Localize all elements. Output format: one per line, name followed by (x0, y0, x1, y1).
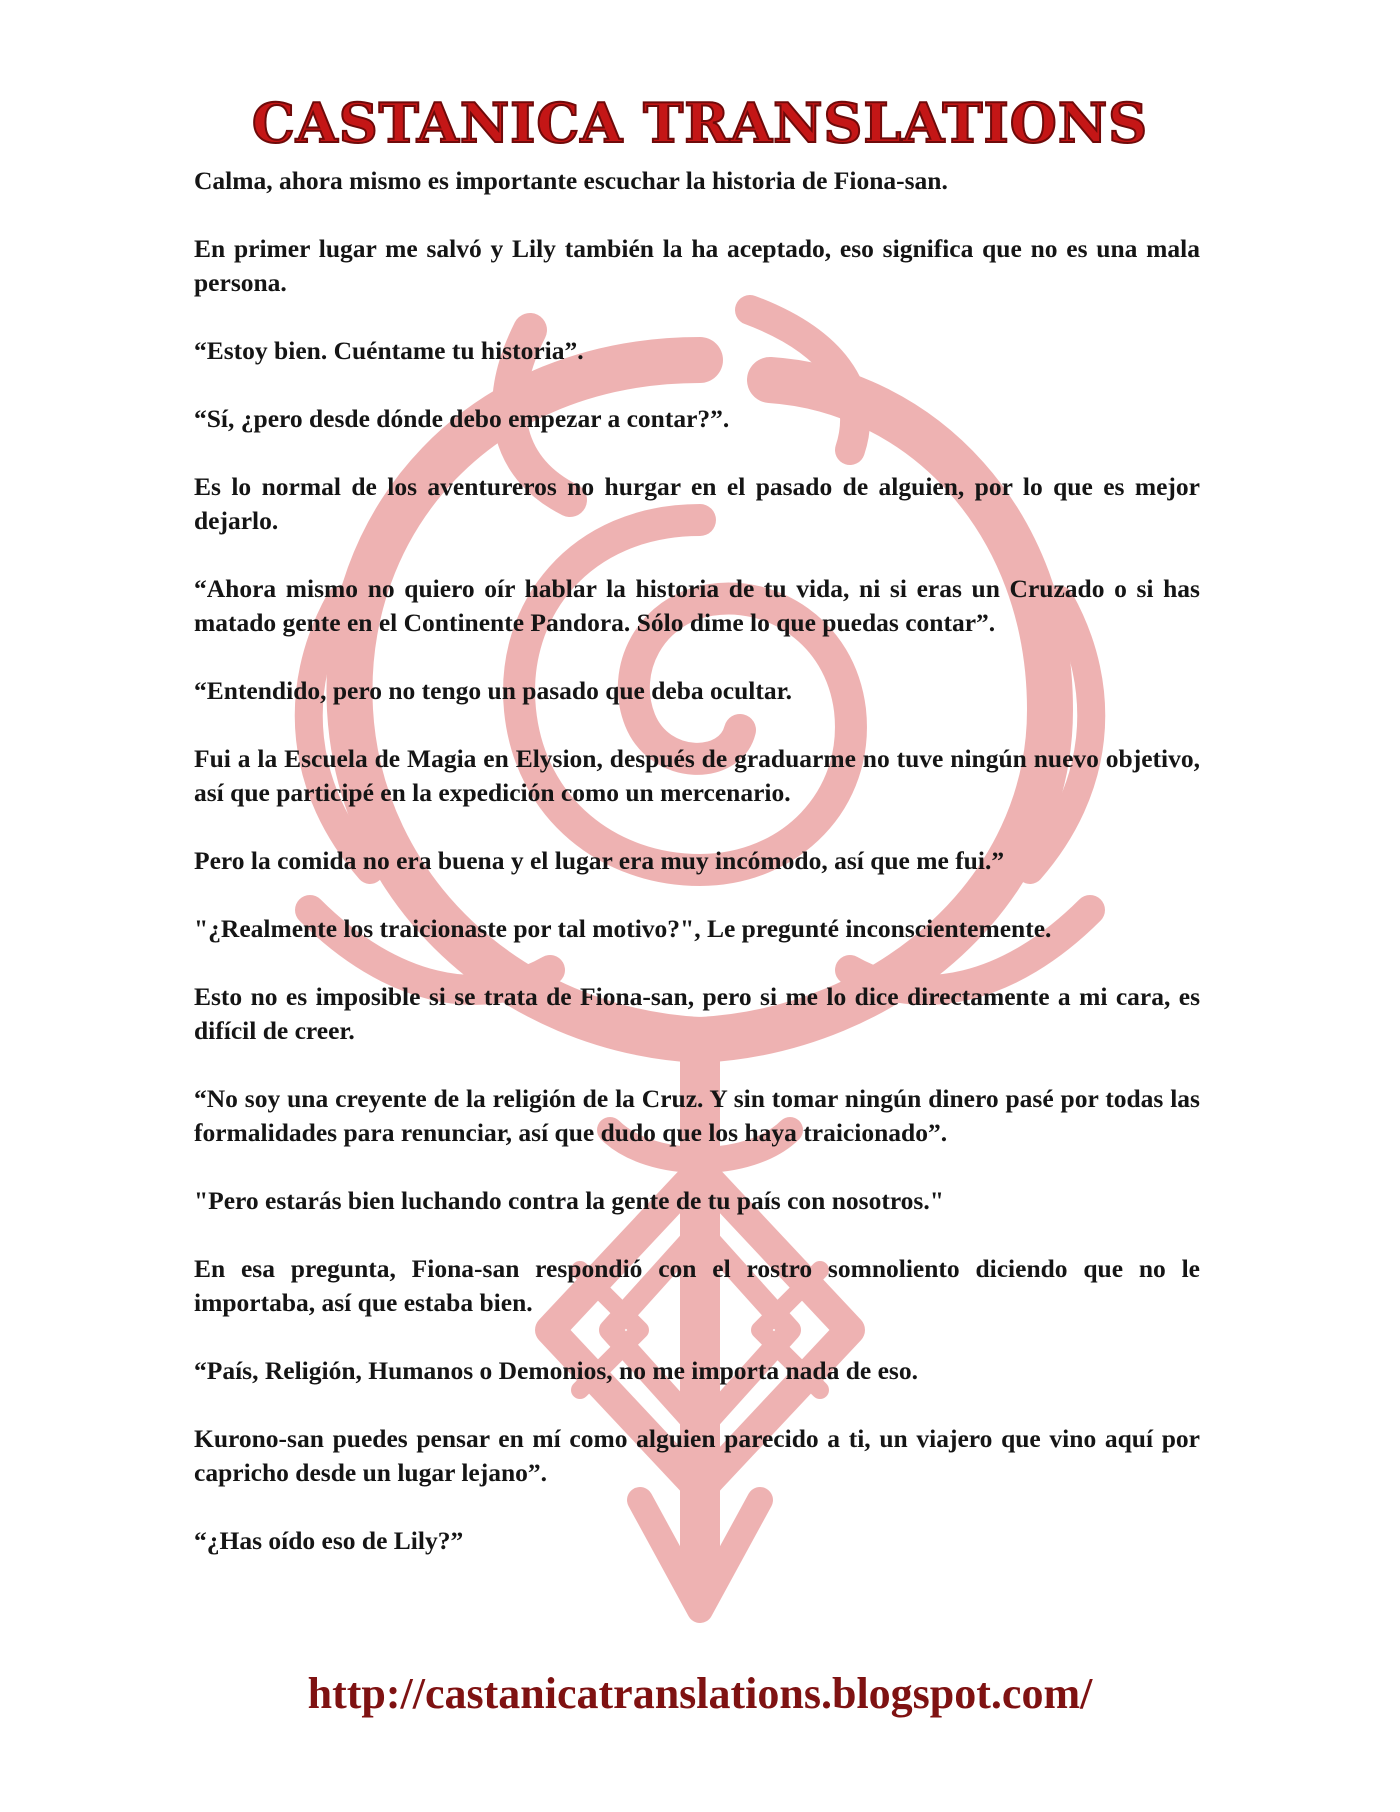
paragraph: "¿Realmente los traicionaste por tal motivo?", Le pregunté inconscientemente. (194, 914, 1052, 943)
paragraph: “Estoy bien. Cuéntame tu historia”. (194, 336, 584, 365)
paragraph: Es lo normal de los aventureros no hurgar en el pasado de alguien, por lo que es mejor dejarlo. (194, 472, 1200, 535)
paragraph: “¿Has oído eso de Lily?” (194, 1526, 464, 1555)
paragraph: “No soy una creyente de la religión de la Cruz. Y sin tomar ningún dinero pasé por todas las formalidades para renunciar, así que dudo que los haya traicionado”. (194, 1084, 1200, 1147)
paragraph: "Pero estarás bien luchando contra la gente de tu país con nosotros." (194, 1186, 944, 1215)
paragraph: Pero la comida no era buena y el lugar era muy incómodo, así que me fui.” (194, 846, 1005, 875)
paragraph: Fui a la Escuela de Magia en Elysion, después de graduarme no tuve ningún nuevo objetivo, así que participé en la expedición como un mercenario. (194, 744, 1200, 807)
paragraph: En primer lugar me salvó y Lily también la ha aceptado, eso significa que no es una mala persona. (194, 234, 1200, 297)
paragraph: Calma, ahora mismo es importante escuchar la historia de Fiona-san. (194, 166, 948, 195)
paragraph: “Entendido, pero no tengo un pasado que deba ocultar. (194, 676, 792, 705)
site-title: CASTANICA TRANSLATIONS (251, 91, 1149, 155)
paragraph: Kurono-san puedes pensar en mí como alguien parecido a ti, un viajero que vino aquí por capricho desde un lugar lejano”. (194, 1424, 1200, 1487)
paragraph: “Ahora mismo no quiero oír hablar la historia de tu vida, ni si eras un Cruzado o si has matado gente en el Continente Pandora. Sólo dime lo que puedas contar”. (194, 574, 1200, 637)
paragraph: En esa pregunta, Fiona-san respondió con el rostro somnoliento diciendo que no le importaba, así que estaba bien. (194, 1254, 1200, 1317)
paragraph: “Sí, ¿pero desde dónde debo empezar a contar?”. (194, 404, 730, 433)
story-text (194, 164, 1200, 1592)
paragraph: “País, Religión, Humanos o Demonios, no me importa nada de eso. (194, 1356, 918, 1385)
blog-url-link[interactable]: http://castanicatranslations.blogspot.com/ (307, 1669, 1093, 1718)
paragraph: Esto no es imposible si se trata de Fiona-san, pero si me lo dice directamente a mi cara, es difícil de creer. (194, 982, 1200, 1045)
